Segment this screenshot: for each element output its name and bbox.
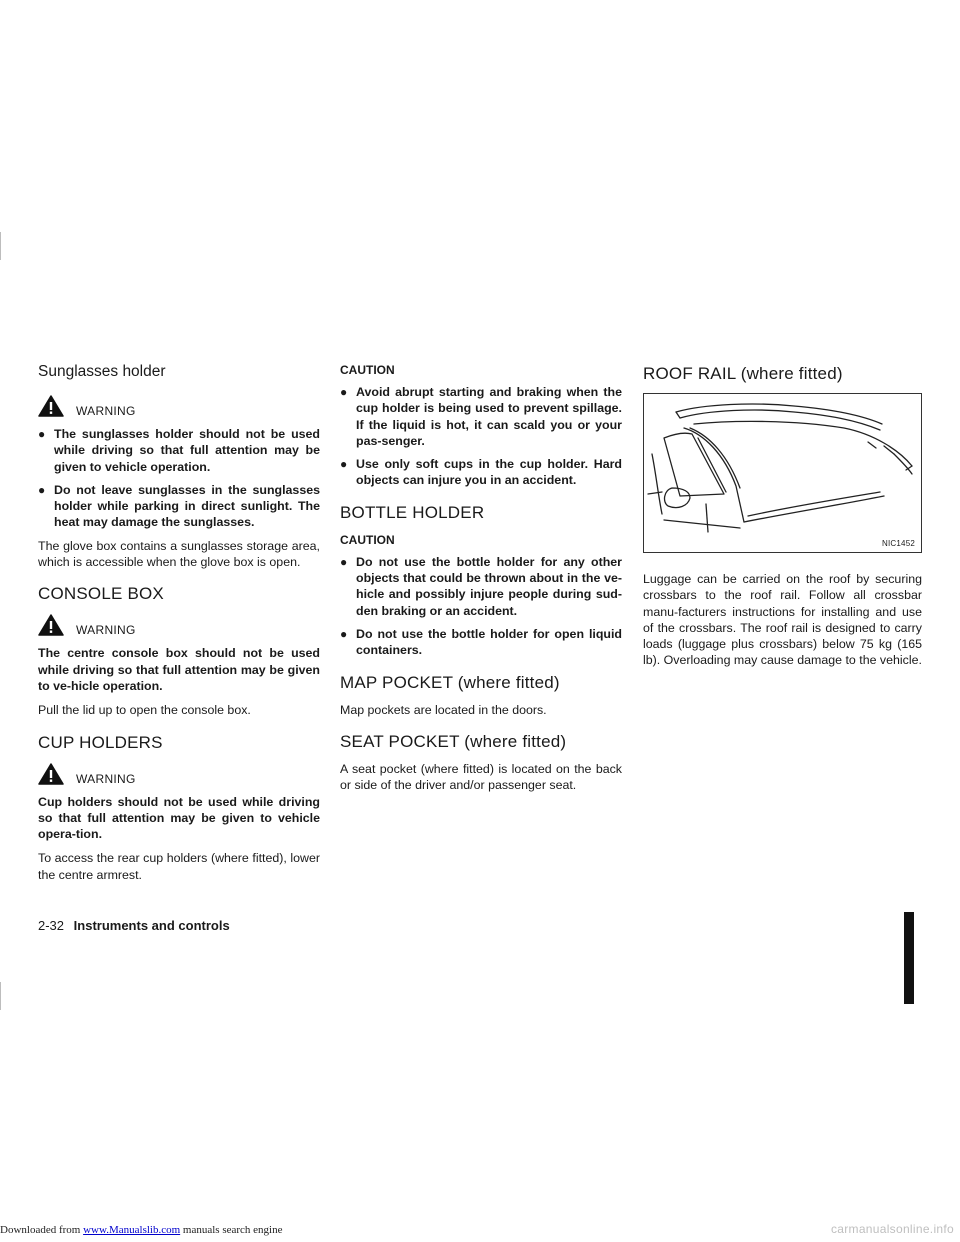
warning-triangle-icon <box>38 614 64 636</box>
warning-label: WARNING <box>76 623 136 638</box>
bullet-text: Do not leave sunglasses in the sunglasses holder while parking in direct sunlight. The heat may damage the sunglasses. <box>54 482 320 530</box>
bullet-icon: ● <box>340 385 348 399</box>
warning-triangle-icon <box>38 395 64 417</box>
map-pocket-heading: MAP POCKET (where fitted) <box>340 672 560 692</box>
sunglasses-paragraph: The glove box contains a sunglasses storage area, which is accessible when the glove box is open. <box>38 538 320 570</box>
bullet-text: The sunglasses holder should not be used while driving so that full attention may be given to vehicle operation. <box>54 427 320 474</box>
bullet-text: Do not use the bottle holder for open liquid containers. <box>356 626 622 658</box>
download-suffix: manuals search engine <box>180 1224 283 1236</box>
warning-block <box>38 762 320 786</box>
crop-mark <box>0 982 1 1010</box>
figure-code: NIC1452 <box>882 539 915 548</box>
bullet-icon: ● <box>38 427 46 441</box>
bullet-text: Do not use the bottle holder for any other objects that could be thrown about in the ve-hicle and possibly injure people during sud-den braking or an accident. <box>356 554 622 618</box>
bullet-text: Avoid abrupt starting and braking when the cup holder is being used to prevent spillage. If the liquid is hot, it can scald you or your pas-senger. <box>356 385 622 448</box>
bullet-item <box>38 426 320 475</box>
bullet-icon: ● <box>340 554 348 569</box>
console-paragraph: Pull the lid up to open the console box. <box>38 703 251 718</box>
section-title: Instruments and controls <box>73 918 230 933</box>
seat-pocket-paragraph: A seat pocket (where fitted) is located on the back or side of the driver and/or passenger seat. <box>340 761 622 793</box>
watermark: carmanualsonline.info <box>830 1222 954 1236</box>
warning-triangle-icon <box>38 763 64 785</box>
crop-mark <box>0 232 1 260</box>
bullet-text: Use only soft cups in the cup holder. Hard objects can injure you in an accident. <box>356 457 622 488</box>
warning-label: WARNING <box>76 771 136 786</box>
console-warning-text: The centre console box should not be used while driving so that full attention may be given to ve-hicle operation. <box>38 646 320 693</box>
map-pocket-paragraph: Map pockets are located in the doors. <box>340 702 547 717</box>
manualslib-link[interactable]: www.Manualslib.com <box>83 1224 181 1236</box>
bullet-item <box>38 482 320 531</box>
page-footer <box>38 918 230 933</box>
column-right <box>643 362 922 675</box>
car-roof-drawing <box>644 394 921 552</box>
warning-label: WARNING <box>76 404 136 418</box>
caution-label: CAUTION <box>340 363 395 377</box>
bullet-item <box>340 554 622 619</box>
caution-label: CAUTION <box>340 532 395 547</box>
roof-rail-heading: ROOF RAIL (where fitted) <box>643 364 843 383</box>
console-box-heading: CONSOLE BOX <box>38 584 164 604</box>
bullet-item <box>340 456 622 489</box>
column-left <box>38 362 320 889</box>
column-middle <box>340 362 622 799</box>
roof-rail-illustration <box>643 393 922 553</box>
seat-pocket-heading: SEAT POCKET (where fitted) <box>340 731 567 751</box>
cup-paragraph: To access the rear cup holders (where fitted), lower the centre armrest. <box>38 851 320 882</box>
cup-warning-text: Cup holders should not be used while driving so that full attention may be given to vehicle opera-tion. <box>38 794 320 842</box>
bullet-item <box>340 626 622 659</box>
page-number: 2-32 <box>38 918 65 933</box>
section-tab-marker <box>904 912 914 1004</box>
download-bar <box>0 1224 282 1236</box>
bullet-icon: ● <box>38 482 46 497</box>
sunglasses-holder-heading: Sunglasses holder <box>38 363 166 380</box>
bullet-icon: ● <box>340 457 348 472</box>
cup-holders-heading: CUP HOLDERS <box>38 732 163 752</box>
bullet-icon: ● <box>340 626 348 641</box>
bullet-item <box>340 384 622 449</box>
warning-block <box>38 394 320 418</box>
roof-rail-paragraph: Luggage can be carried on the roof by securing crossbars to the roof rail. Follow all crossbar manu-facturers instructions for installing and use of the crossbars. The roof rail is designed to carry loads (luggage plus crossbars) below 75 kg (165 lb). Overloading may cause damage to the vehicle. <box>643 572 922 668</box>
warning-block <box>38 613 320 637</box>
download-prefix: Downloaded from <box>0 1224 84 1236</box>
bottle-holder-heading: BOTTLE HOLDER <box>340 502 485 522</box>
